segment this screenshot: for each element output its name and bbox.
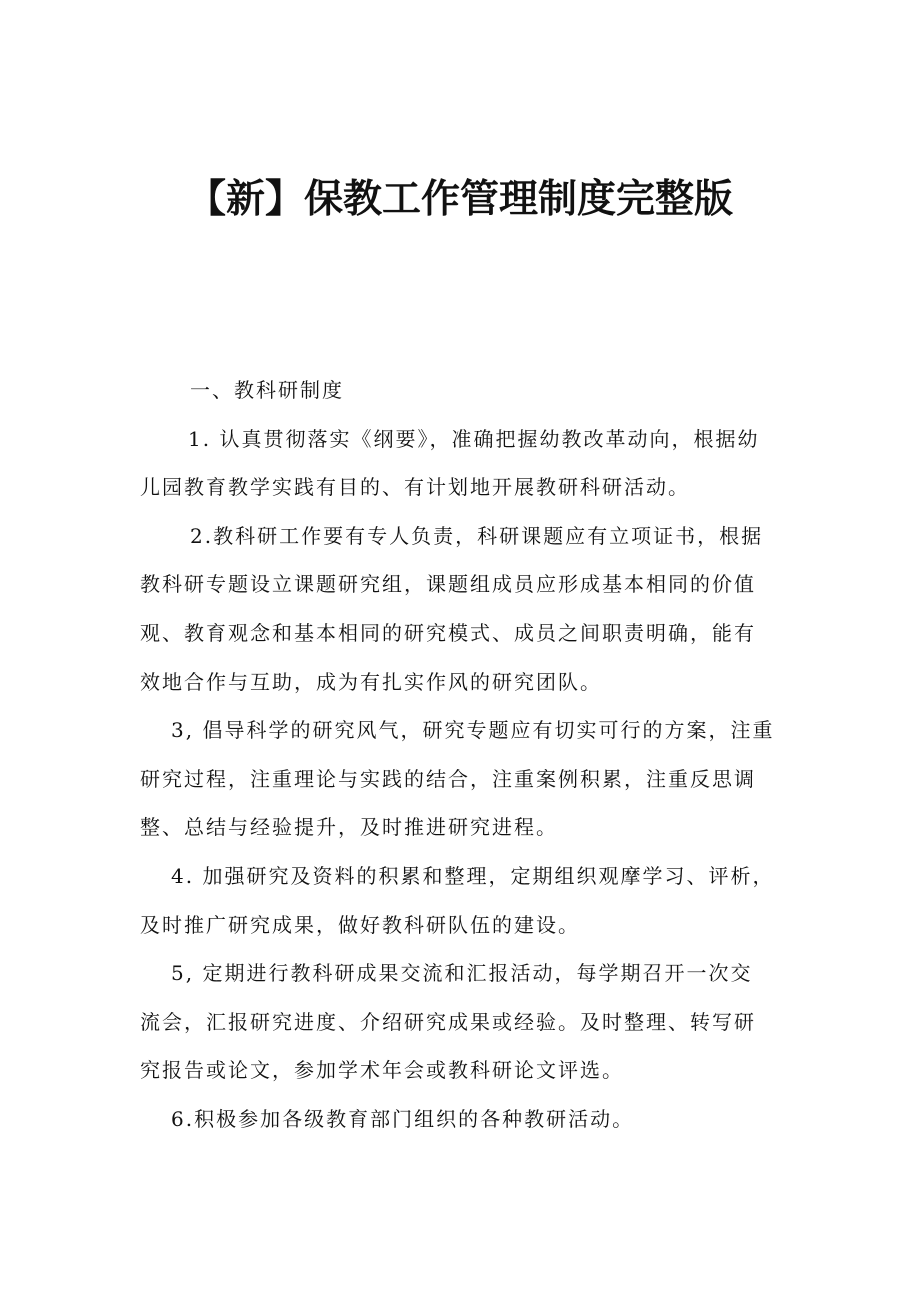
paragraph-line: 究报告或论文，参加学术年会或教科研论文评选。 (140, 1058, 624, 1083)
paragraph-line: 教科研专题设立课题研究组，课题组成员应形成基本相同的价值 (140, 572, 756, 597)
paragraph-3 (140, 706, 785, 852)
paragraph-line: 效地合作与互助，成为有扎实作风的研究团队。 (140, 669, 602, 694)
paragraph-5 (140, 949, 785, 1095)
section-heading: 一、教科研制度 (190, 378, 344, 402)
paragraph-line: 及时推广研究成果，做好教科研队伍的建设。 (140, 912, 580, 937)
paragraph-line: 儿园教育教学实践有目的、有计划地开展教研科研活动。 (140, 475, 690, 500)
paragraph-6 (140, 1095, 785, 1144)
paragraph-1 (140, 415, 785, 512)
document-title: 【新】保教工作管理制度完整版 (186, 177, 733, 222)
paragraph-line: 6.积极参加各级教育部门组织的各种教研活动。 (171, 1106, 635, 1131)
paragraph-line: 整、总结与经验提升，及时推进研究进程。 (140, 815, 558, 840)
paragraph-line: 观、教育观念和基本相同的研究模式、成员之间职责明确，能有 (140, 620, 756, 645)
paragraph-2 (140, 512, 785, 706)
paragraph-line: 流会，汇报研究进度、介绍研究成果或经验。及时整理、转写研 (140, 1009, 756, 1034)
paragraph-line: 研究过程，注重理论与实践的结合，注重案例积累，注重反思调 (140, 766, 756, 791)
paragraph-line: 3, 倡导科学的研究风气，研究专题应有切实可行的方案，注重 (171, 718, 775, 743)
paragraph-line: 4. 加强研究及资料的积累和整理，定期组织观摩学习、评析， (171, 863, 775, 888)
paragraph-4 (140, 852, 785, 949)
paragraph-line: 5, 定期进行教科研成果交流和汇报活动，每学期召开一次交 (171, 961, 753, 986)
paragraph-line: 2.教科研工作要有专人负责，科研课题应有立项证书，根据 (190, 523, 764, 548)
paragraph-line: 1. 认真贯彻落实《纲要》，准确把握幼教改革动向，根据幼 (188, 426, 760, 451)
document-body (140, 366, 785, 1144)
